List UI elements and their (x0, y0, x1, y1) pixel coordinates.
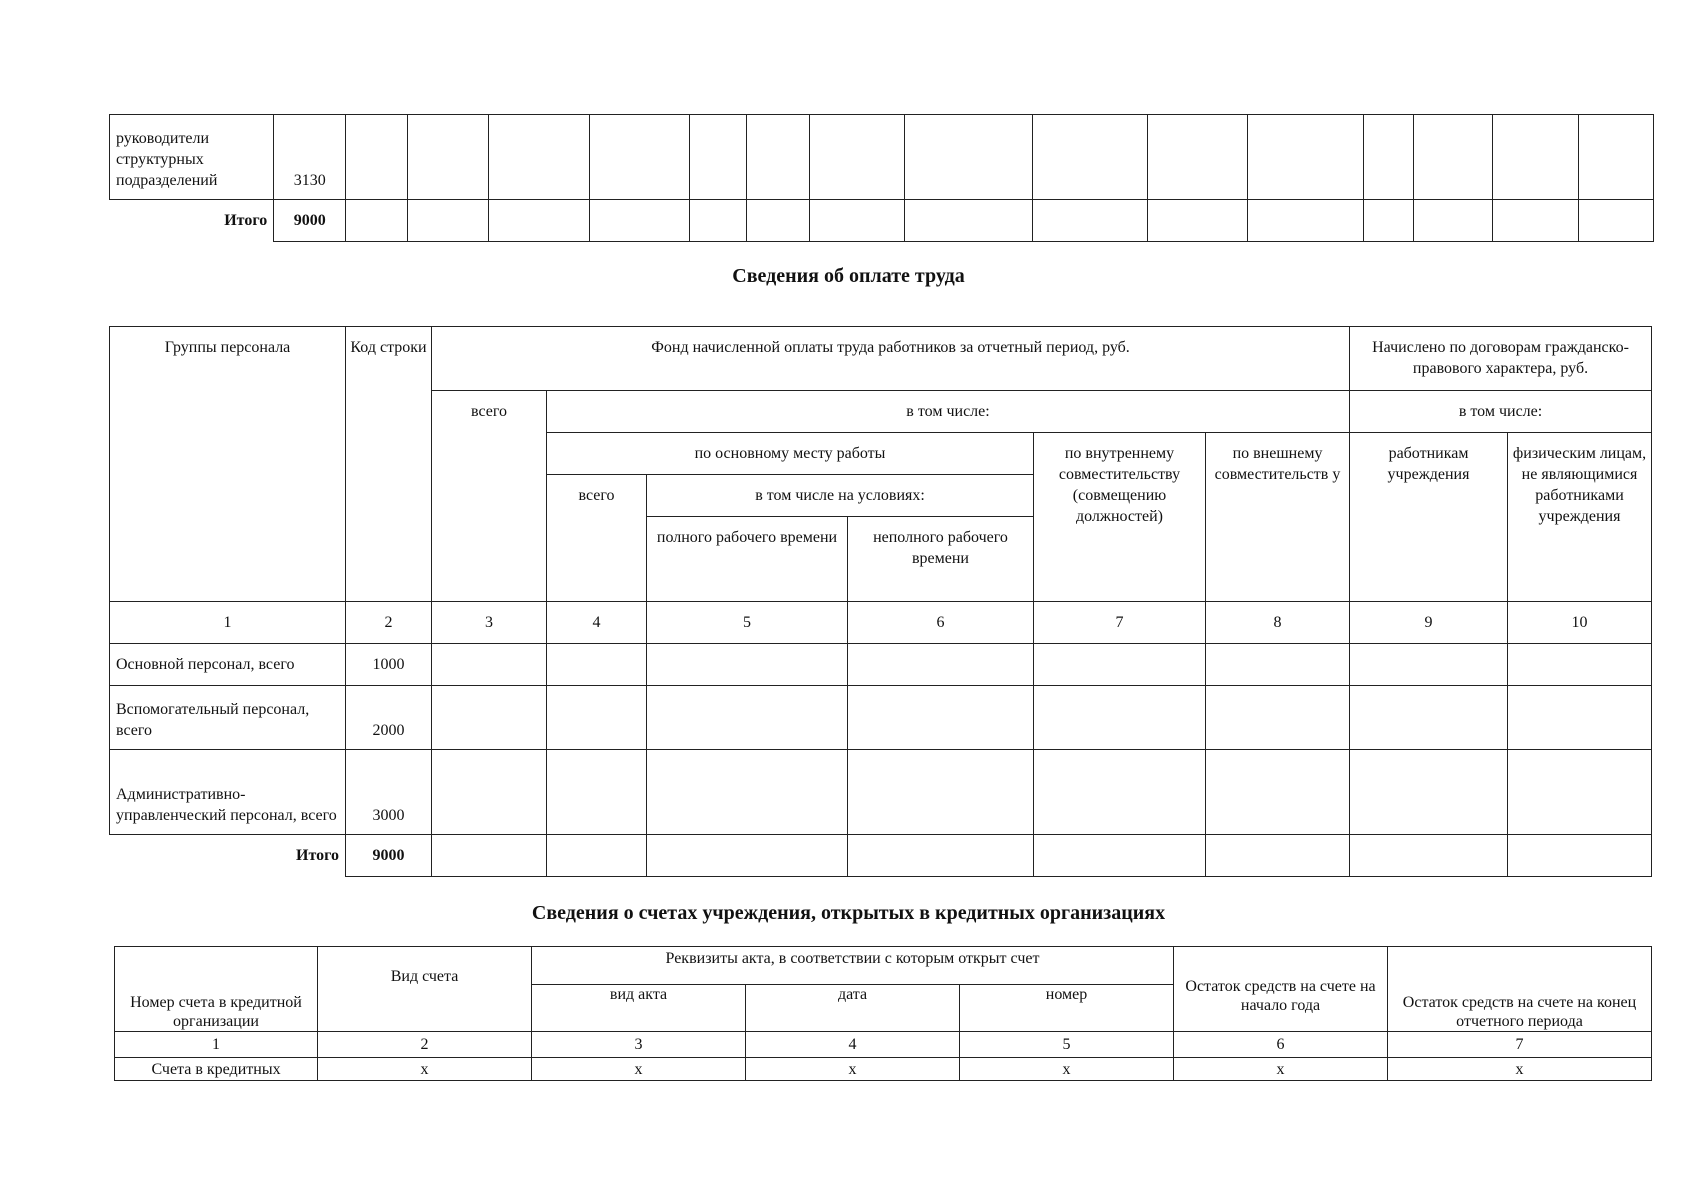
data-cell (489, 115, 589, 200)
col-number: 6 (848, 602, 1034, 644)
data-cell (647, 686, 848, 750)
data-cell (746, 115, 809, 200)
header-part-time: неполного рабочего времени (848, 517, 1034, 602)
table-row (110, 644, 1652, 686)
data-cell (408, 115, 489, 200)
col-number: 1 (110, 602, 346, 644)
data-cell (1508, 644, 1652, 686)
data-cell: x (960, 1058, 1174, 1081)
header-employees: работникам учреждения (1350, 433, 1508, 602)
pay-table (109, 326, 1652, 877)
header-code: Код строки (346, 327, 432, 602)
row-code: 2000 (346, 686, 432, 750)
section-title-pay: Сведения об оплате труда (732, 265, 965, 287)
data-cell (647, 835, 848, 877)
row-label: Административно-управленческий персонал, всего (110, 750, 346, 835)
row-label: руководители структурных подразделений (110, 115, 274, 200)
header-balance-start: Остаток средств на счете на начало года (1174, 947, 1388, 1032)
col-number: 9 (1350, 602, 1508, 644)
data-cell (689, 115, 746, 200)
col-number: 3 (432, 602, 547, 644)
table-row (110, 115, 1654, 200)
data-cell (1413, 200, 1492, 242)
data-cell (1578, 115, 1653, 200)
data-cell (1492, 200, 1578, 242)
data-cell (1350, 750, 1508, 835)
data-cell (1363, 115, 1413, 200)
data-cell (1248, 200, 1363, 242)
col-number: 4 (547, 602, 647, 644)
table-row (110, 200, 1654, 242)
header-external: по внешнему совместительств у (1206, 433, 1350, 602)
col-number: 5 (960, 1032, 1174, 1058)
header-total: всего (432, 391, 547, 602)
row-code: 3000 (346, 750, 432, 835)
data-cell (689, 200, 746, 242)
col-number: 7 (1388, 1032, 1652, 1058)
data-cell (1206, 644, 1350, 686)
header-groups: Группы персонала (110, 327, 346, 602)
data-cell (1508, 835, 1652, 877)
data-cell (432, 750, 547, 835)
data-cell: x (1388, 1058, 1652, 1081)
col-number: 8 (1206, 602, 1350, 644)
col-number: 7 (1034, 602, 1206, 644)
row-label: Вспомогательный персонал, всего (110, 686, 346, 750)
data-cell (1033, 200, 1148, 242)
header-full-time: полного рабочего времени (647, 517, 848, 602)
header-civil-including: в том числе: (1350, 391, 1652, 433)
header-account-number: Номер счета в кредитной организации (115, 947, 318, 1032)
data-cell (1248, 115, 1363, 200)
col-number: 1 (115, 1032, 318, 1058)
row-label: Основной персонал, всего (110, 644, 346, 686)
data-cell (1350, 644, 1508, 686)
total-label: Итого (224, 212, 268, 230)
data-cell (1508, 750, 1652, 835)
col-number: 2 (346, 602, 432, 644)
data-cell (589, 115, 689, 200)
data-cell (547, 835, 647, 877)
column-numbers-row (115, 1032, 1652, 1058)
header-number: номер (960, 985, 1174, 1032)
data-cell (1350, 835, 1508, 877)
data-cell (848, 835, 1034, 877)
col-number: 10 (1508, 602, 1652, 644)
data-cell (547, 686, 647, 750)
data-cell (547, 644, 647, 686)
header-main-total: всего (547, 475, 647, 602)
data-cell (1413, 115, 1492, 200)
row-code: 3130 (274, 115, 346, 200)
header-incl-conditions: в том числе на условиях: (647, 475, 1034, 517)
data-cell (1350, 686, 1508, 750)
header-date: дата (746, 985, 960, 1032)
data-cell (1148, 115, 1248, 200)
staff-table-continuation (109, 114, 1654, 242)
data-cell (1492, 115, 1578, 200)
data-cell (809, 115, 904, 200)
header-act-type: вид акта (532, 985, 746, 1032)
column-numbers-row (110, 602, 1652, 644)
total-label: Итого (296, 847, 339, 865)
header-individuals: физическим лицам, не являющимися работниками учреждения (1508, 433, 1652, 602)
header-internal: по внутреннему совместительству (совмещению должностей) (1034, 433, 1206, 602)
data-cell (848, 750, 1034, 835)
header-fund: Фонд начисленной оплаты труда работников за отчетный период, руб. (432, 327, 1350, 391)
data-cell (489, 200, 589, 242)
data-cell (746, 200, 809, 242)
header-civil: Начислено по договорам гражданско-правового характера, руб. (1350, 327, 1652, 391)
data-cell (1578, 200, 1653, 242)
data-cell (432, 835, 547, 877)
col-number: 4 (746, 1032, 960, 1058)
header-including: в том числе: (547, 391, 1350, 433)
data-cell (647, 644, 848, 686)
accounts-table (114, 946, 1652, 1081)
table-row (110, 750, 1652, 835)
data-cell: x (318, 1058, 532, 1081)
data-cell (432, 686, 547, 750)
data-cell (1206, 750, 1350, 835)
data-cell (1034, 644, 1206, 686)
data-cell (1034, 686, 1206, 750)
data-cell (589, 200, 689, 242)
col-number: 6 (1174, 1032, 1388, 1058)
table-row (110, 686, 1652, 750)
col-number: 3 (532, 1032, 746, 1058)
header-main-place: по основному месту работы (547, 433, 1034, 475)
data-cell (346, 115, 408, 200)
row-label: Счета в кредитных (115, 1058, 318, 1081)
data-cell (848, 644, 1034, 686)
header-act-details: Реквизиты акта, в соответствии с которым открыт счет (532, 947, 1174, 985)
data-cell (1033, 115, 1148, 200)
table-row (110, 835, 1652, 877)
data-cell (1508, 686, 1652, 750)
data-cell (408, 200, 489, 242)
total-code: 9000 (274, 200, 346, 242)
data-cell (647, 750, 848, 835)
row-code: 1000 (346, 644, 432, 686)
header-account-type: Вид счета (318, 947, 532, 1032)
data-cell (1206, 686, 1350, 750)
data-cell (904, 200, 1032, 242)
header-balance-end: Остаток средств на счете на конец отчетного периода (1388, 947, 1652, 1032)
data-cell: x (746, 1058, 960, 1081)
data-cell: x (1174, 1058, 1388, 1081)
data-cell: x (532, 1058, 746, 1081)
data-cell (1206, 835, 1350, 877)
total-code: 9000 (346, 835, 432, 877)
data-cell (1034, 835, 1206, 877)
data-cell (346, 200, 408, 242)
data-cell (904, 115, 1032, 200)
col-number: 5 (647, 602, 848, 644)
data-cell (547, 750, 647, 835)
data-cell (1363, 200, 1413, 242)
section-title-accounts: Сведения о счетах учреждения, открытых в кредитных организациях (531, 902, 1166, 924)
data-cell (1148, 200, 1248, 242)
table-row (115, 1058, 1652, 1081)
data-cell (848, 686, 1034, 750)
col-number: 2 (318, 1032, 532, 1058)
data-cell (432, 644, 547, 686)
data-cell (809, 200, 904, 242)
data-cell (1034, 750, 1206, 835)
